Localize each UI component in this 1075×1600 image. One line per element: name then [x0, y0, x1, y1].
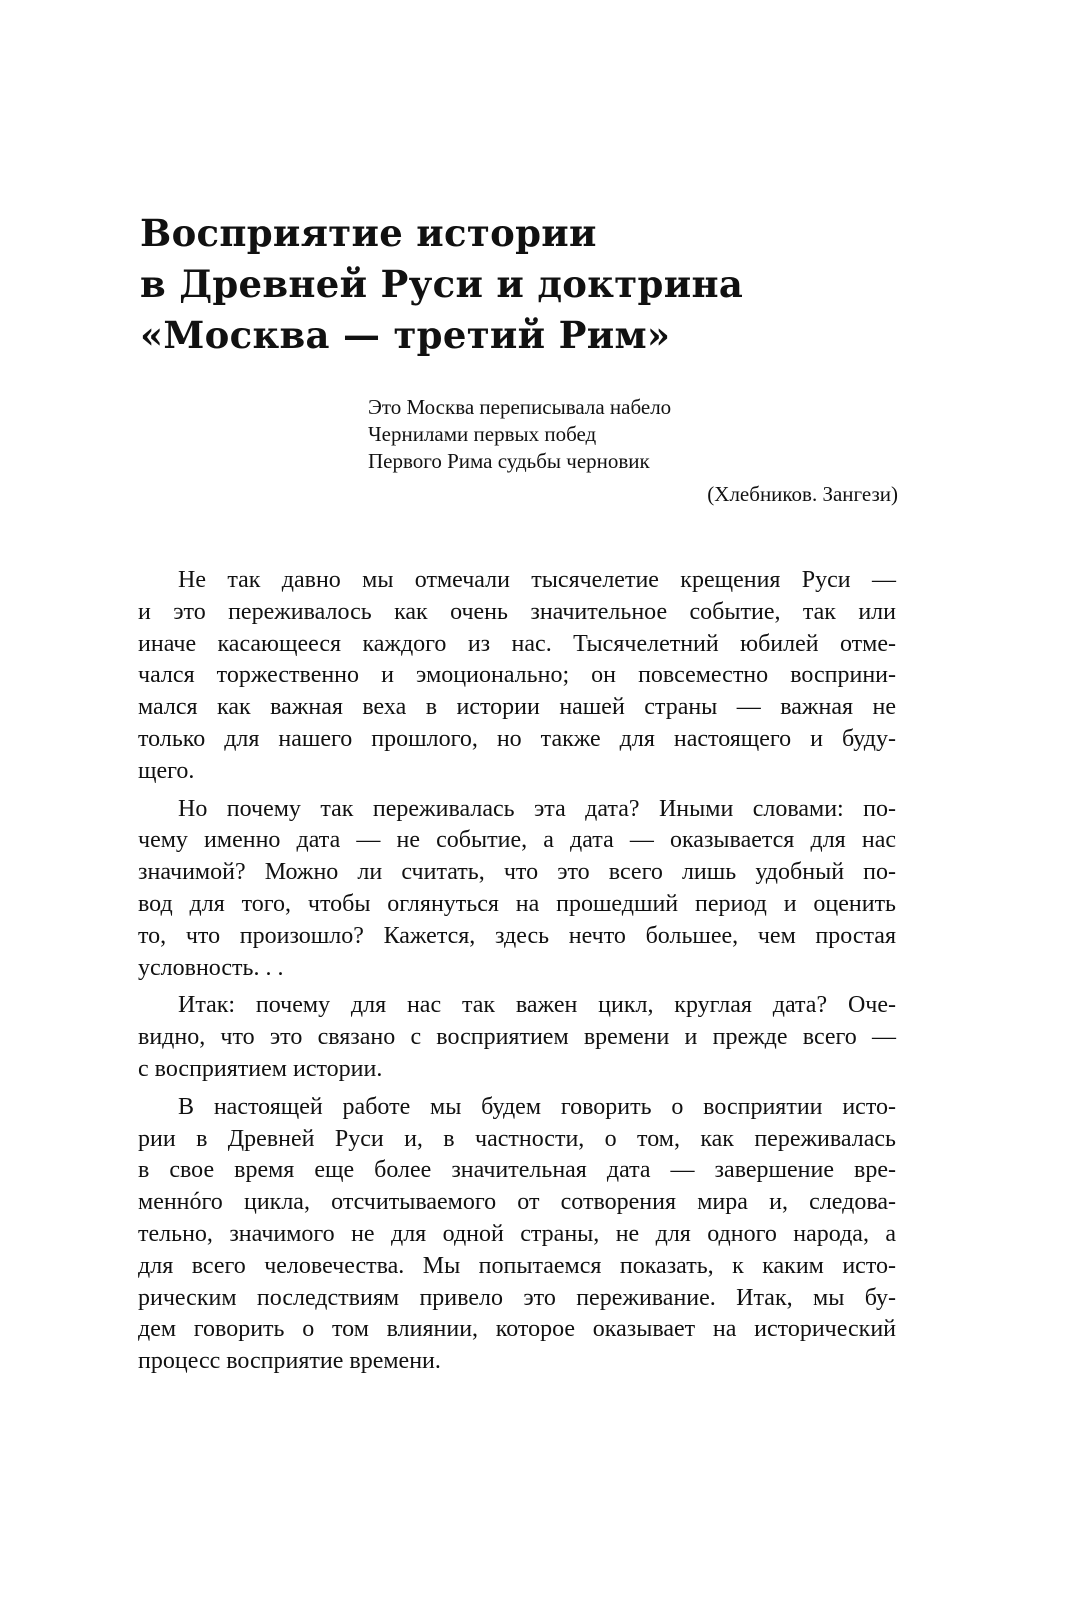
chapter-title-line: Восприятие истории [140, 211, 597, 255]
text-line: рическим последствиям привело это переживание. Итак, мы бу- [138, 1284, 896, 1311]
text-line: условность. . . [138, 954, 284, 981]
chapter-title-line: в Древней Руси и доктрина [140, 262, 744, 306]
epigraph [368, 394, 898, 508]
body-text [138, 565, 896, 1384]
chapter-title [140, 208, 920, 361]
text-line: для всего человечества. Мы попытаемся показать, к каким исто- [138, 1252, 896, 1279]
text-line: и это переживалось как очень значительное событие, так или [138, 598, 896, 625]
epigraph-attribution: (Хлебников. Зангези) [707, 482, 898, 506]
epigraph-verse-line: Чернилами первых побед [368, 422, 597, 446]
text-line: В настоящей работе мы будем говорить о восприятии исто- [178, 1093, 896, 1120]
text-line: тельно, значимого не для одной страны, не для одного народа, а [138, 1220, 896, 1247]
text-line: рии в Древней Руси и, в частности, о том, как переживалась [138, 1125, 896, 1152]
text-line: процесс восприятие времени. [138, 1348, 441, 1375]
paragraph [138, 990, 896, 1085]
text-line: с восприятием истории. [138, 1055, 383, 1082]
paragraph [138, 1092, 896, 1378]
text-line: то, что произошло? Кажется, здесь нечто большее, чем простая [138, 922, 896, 949]
text-line: значимой? Можно ли считать, что это всего лишь удобный по- [138, 859, 896, 886]
text-line: только для нашего прошлого, но также для настоящего и буду- [138, 725, 896, 752]
text-line: видно, что это связано с восприятием времени и прежде всего — [138, 1024, 896, 1051]
paragraph [138, 565, 896, 788]
text-line: Но почему так переживалась эта дата? Иными словами: по- [178, 795, 896, 822]
text-line: чему именно дата — не событие, а дата — оказывается для нас [138, 827, 896, 854]
chapter-title-line: «Москва — третий Рим» [140, 313, 671, 357]
text-line: Не так давно мы отмечали тысячелетие крещения Руси — [178, 567, 896, 593]
text-line: иначе касающееся каждого из нас. Тысячелетний юбилей отме- [138, 630, 896, 657]
epigraph-verse-line: Первого Рима судьбы черновик [368, 449, 650, 473]
text-line: вод для того, чтобы оглянуться на прошедший период и оценить [138, 890, 896, 917]
paragraph [138, 794, 896, 985]
text-line: мался как важная веха в истории нашей страны — важная не [138, 694, 896, 721]
text-line: в свое время еще более значительная дата — завершение вре- [138, 1157, 896, 1184]
text-line: чался торжественно и эмоционально; он повсеместно восприни- [138, 662, 896, 689]
text-line: щего. [138, 757, 195, 784]
text-line: дем говорить о том влиянии, которое оказывает на исторический [138, 1316, 896, 1343]
text-line: меннóго цикла, отсчитываемого от сотворения мира и, следова- [138, 1189, 896, 1216]
epigraph-verse-line: Это Москва переписывала набело [368, 395, 672, 419]
text-line: Итак: почему для нас так важен цикл, круглая дата? Оче- [178, 992, 896, 1019]
